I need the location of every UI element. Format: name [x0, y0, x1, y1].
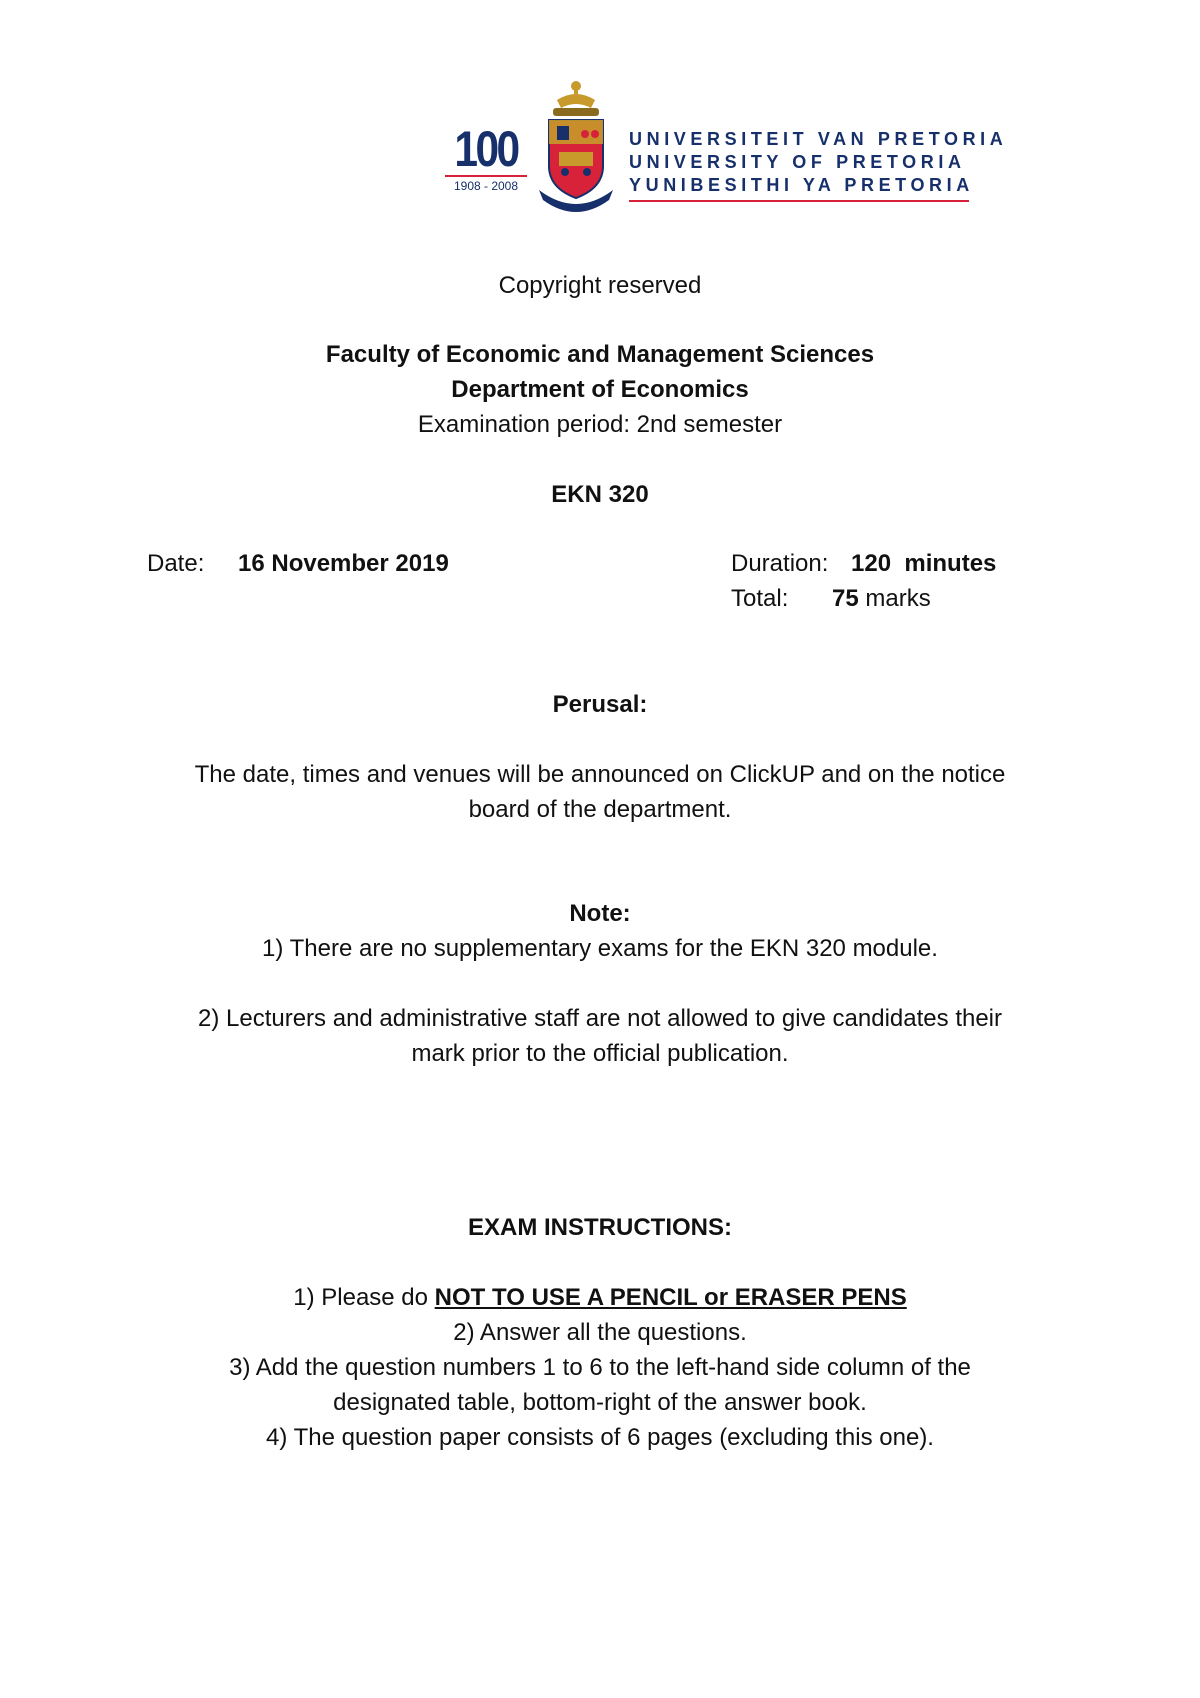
- date-value: 16 November 2019: [238, 550, 449, 577]
- copyright-notice: Copyright reserved: [498, 272, 702, 299]
- module-code: EKN 320: [551, 481, 649, 508]
- instruction-item-3-line-2: designated table, bottom-right of the answer book.: [333, 1389, 867, 1416]
- duration-value: 120 minutes: [851, 550, 997, 577]
- perusal-text-line-1: The date, times and venues will be announced on ClickUP and on the notice: [194, 761, 1006, 788]
- note-heading: Note:: [569, 900, 631, 927]
- instruction-item-4: 4) The question paper consists of 6 pages (excluding this one).: [266, 1424, 934, 1451]
- university-name-english: UNIVERSITY OF PRETORIA: [629, 152, 966, 172]
- centenary-mark: [445, 121, 527, 193]
- date-label: Date:: [147, 550, 205, 577]
- university-logo: [445, 78, 1008, 218]
- examination-period: Examination period: 2nd semester: [417, 411, 783, 438]
- centenary-years: 1908 - 2008: [445, 175, 527, 193]
- university-name-afrikaans: UNIVERSITEIT VAN PRETORIA: [629, 129, 1008, 149]
- total-label: Total:: [731, 585, 789, 612]
- note-item-2-line-1: 2) Lecturers and administrative staff are not allowed to give candidates their: [198, 1005, 1002, 1032]
- instruction-item-1-emphasis: NOT TO USE A PENCIL or ERASER PENS: [434, 1284, 907, 1311]
- university-names: [629, 128, 1008, 202]
- total-marks-unit: marks: [865, 585, 931, 612]
- duration-label: Duration:: [731, 550, 829, 577]
- total-marks-value: 75: [832, 585, 859, 612]
- perusal-text-line-2: board of the department.: [468, 796, 732, 823]
- note-item-2-line-2: mark prior to the official publication.: [411, 1040, 789, 1067]
- instructions-heading: EXAM INSTRUCTIONS:: [468, 1214, 732, 1241]
- total-value-group: [832, 584, 931, 614]
- faculty-title: Faculty of Economic and Management Sciences: [325, 341, 875, 368]
- department-title: Department of Economics: [451, 376, 749, 403]
- note-item-1: 1) There are no supplementary exams for the EKN 320 module.: [262, 935, 938, 962]
- instruction-item-1-prefix: 1) Please do: [293, 1284, 435, 1311]
- instruction-item-3-line-1: 3) Add the question numbers 1 to 6 to the left-hand side column of the: [229, 1354, 971, 1381]
- instruction-item-1: [0, 1283, 1200, 1313]
- instruction-item-2: 2) Answer all the questions.: [453, 1319, 747, 1346]
- university-crest-icon: [535, 78, 617, 218]
- logo-underline: [629, 200, 969, 202]
- perusal-heading: Perusal:: [552, 691, 648, 718]
- university-name-sepedi: YUNIBESITHI YA PRETORIA: [629, 175, 974, 195]
- centenary-number: 100: [454, 121, 518, 177]
